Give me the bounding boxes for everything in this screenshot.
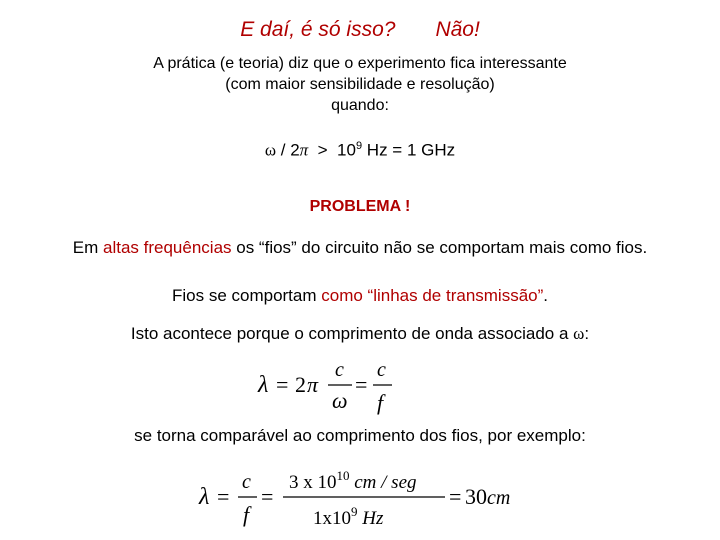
tl-highlight: como “linhas de transmissão” — [321, 286, 544, 305]
greater-than: > — [308, 140, 338, 160]
problem-heading: PROBLEMA ! — [309, 198, 411, 215]
intro-paragraph — [0, 53, 720, 116]
pi-symbol: π — [299, 140, 309, 160]
wl-omega: ω — [573, 324, 585, 343]
transmission-lines-line — [0, 286, 720, 306]
hf-highlight: altas frequências — [103, 238, 232, 257]
eq2-num1: c — [242, 471, 251, 493]
eq2-num2-value: 3 x $10^{10}$ cm / seg — [289, 468, 417, 493]
eq2-den1: f — [243, 502, 250, 527]
eq2-lambda: λ — [199, 484, 210, 510]
eq1-two: 2 — [295, 372, 306, 397]
title-answer: Não! — [435, 18, 480, 41]
tl-post: . — [543, 286, 549, 305]
slide-title — [0, 18, 720, 42]
frequency-condition — [0, 140, 720, 161]
condition-tail: Hz = 1 GHz — [362, 140, 456, 160]
eq2-equals: = — [217, 484, 230, 509]
high-frequency-line — [0, 238, 720, 258]
eq1-den1: ω — [332, 388, 348, 413]
tl-pre: Fios se comportam — [171, 286, 322, 305]
eq1-den2: f — [377, 390, 384, 415]
eq2-result: 30 — [465, 484, 487, 509]
eq2-den2-value: $1x10^9$ Hz — [313, 504, 384, 529]
eq1-lambda: λ — [258, 372, 269, 398]
eq2-result-unit: cm — [487, 487, 511, 509]
comparable-line: se torna comparável ao comprimento dos fios, por exemplo: — [134, 426, 586, 445]
wavelength-line — [0, 324, 720, 344]
intro-line-1: A prática (e teoria) diz que o experimento fica interessante — [153, 55, 567, 72]
intro-line-3: quando: — [331, 97, 389, 114]
condition-sep: / 2 — [276, 140, 300, 160]
hf-post: os “fios” do circuito não se comportam mais como fios. — [231, 238, 648, 257]
wl-text: Isto acontece porque o comprimento de onda associado a — [130, 324, 574, 343]
eq1-equals: = — [276, 372, 289, 397]
title-question: E daí, é só isso? — [240, 18, 396, 41]
wl-colon: : — [584, 324, 590, 343]
wavelength-equation — [250, 352, 400, 418]
eq2-equals-3: = — [449, 484, 462, 509]
power-base: 10 — [337, 140, 356, 160]
power-exponent: 9 — [355, 140, 363, 152]
intro-line-2: (com maior sensibilidade e resolução) — [225, 76, 495, 93]
numeric-wavelength-equation — [195, 460, 525, 532]
eq2-equals-2: = — [261, 484, 274, 509]
eq1-num1: c — [335, 359, 344, 381]
eq1-equals-2: = — [355, 372, 368, 397]
eq1-pi: π — [307, 372, 319, 397]
omega-symbol: ω — [264, 140, 277, 160]
hf-pre: Em — [72, 238, 103, 257]
eq1-num2: c — [377, 359, 386, 381]
